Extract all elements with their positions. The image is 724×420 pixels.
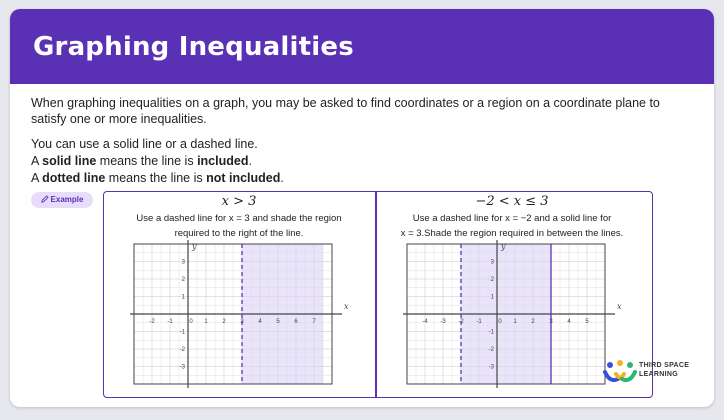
bold-text: dotted line [42,171,106,185]
panel-1-inequality: x > 3 [221,194,257,209]
example-panel-1 [104,192,374,397]
y-tick-label: 2 [181,277,185,283]
x-tick-label: 4 [258,319,262,325]
logo-line-2: LEARNING [639,371,678,378]
logo-text [639,361,689,379]
x-tick-label: 0 [498,319,502,325]
text: . [248,154,252,168]
example-box [103,191,653,398]
text: A [31,154,43,168]
text: means the line is [105,171,207,185]
pencil-icon [41,195,49,203]
text: means the line is [96,154,198,168]
x-tick-label: 0 [189,319,193,325]
y-tick-label: -2 [179,347,185,353]
logo-icon [603,357,637,387]
bold-text: included [197,154,249,168]
third-space-learning-logo [603,357,703,387]
y-tick-label: -1 [488,329,494,336]
x-tick-label: 3 [549,319,553,325]
text: . [280,171,284,185]
y-tick-label: -3 [179,364,185,371]
x-tick-label: -1 [167,319,173,325]
slide-card [10,9,714,407]
intro-text: When graphing inequalities on a graph, you may be asked to find coordinates or a region on a coordinate plane to satisfy one or more inequalities. [31,96,660,126]
x-tick-label: 1 [204,319,208,325]
x-tick-label: 5 [276,319,280,325]
page-title: Graphing Inequalities [33,32,354,62]
x-axis-label: x [617,302,622,311]
x-tick-label: -2 [458,319,464,325]
y-tick-label: 2 [490,277,494,283]
header-bar [10,9,714,84]
desc-line: Use a dashed line for x = −2 and a solid line for [412,213,612,224]
x-tick-label: -4 [422,319,428,325]
x-tick-label: 1 [513,319,517,325]
x-tick-label: 6 [294,319,298,325]
x-axis-label: x [344,302,349,311]
y-tick-label: 1 [181,294,185,301]
y-tick-label: 3 [181,259,185,266]
y-tick-label: -2 [488,347,494,353]
y-tick-label: -3 [488,364,494,371]
x-tick-label: 5 [585,319,589,325]
x-tick-label: 7 [312,319,316,325]
rule-line-3 [31,170,284,187]
y-tick-label: 1 [490,294,494,301]
rule-line-2 [31,153,284,170]
logo-line-1: THIRD SPACE [639,362,690,369]
x-tick-label: -3 [440,319,446,325]
text: A [31,171,43,185]
desc-line: Use a dashed line for x = 3 and shade the region [136,213,342,224]
bold-text: not included [206,171,281,185]
panel-1-graph [104,192,374,397]
x-tick-label: 2 [222,319,226,325]
bold-text: solid line [42,154,97,168]
x-tick-label: 4 [567,319,571,325]
panel-2-inequality: −2 < x ≤ 3 [475,194,549,209]
desc-line: x = 3.Shade the region required in between the lines. [400,228,624,239]
example-badge [31,192,93,208]
y-tick-label: 3 [490,259,494,266]
y-tick-label: -1 [179,329,185,336]
x-tick-label: 3 [240,319,244,325]
x-tick-label: -1 [476,319,482,325]
y-axis-label: y [192,242,197,251]
line-rules [31,136,284,187]
desc-line: required to the right of the line. [174,228,304,239]
y-axis-label: y [501,242,506,251]
example-badge-label: Example [50,195,84,204]
x-tick-label: 2 [531,319,535,325]
x-tick-label: -2 [149,319,155,325]
rule-line-1: You can use a solid line or a dashed line. [31,137,258,151]
